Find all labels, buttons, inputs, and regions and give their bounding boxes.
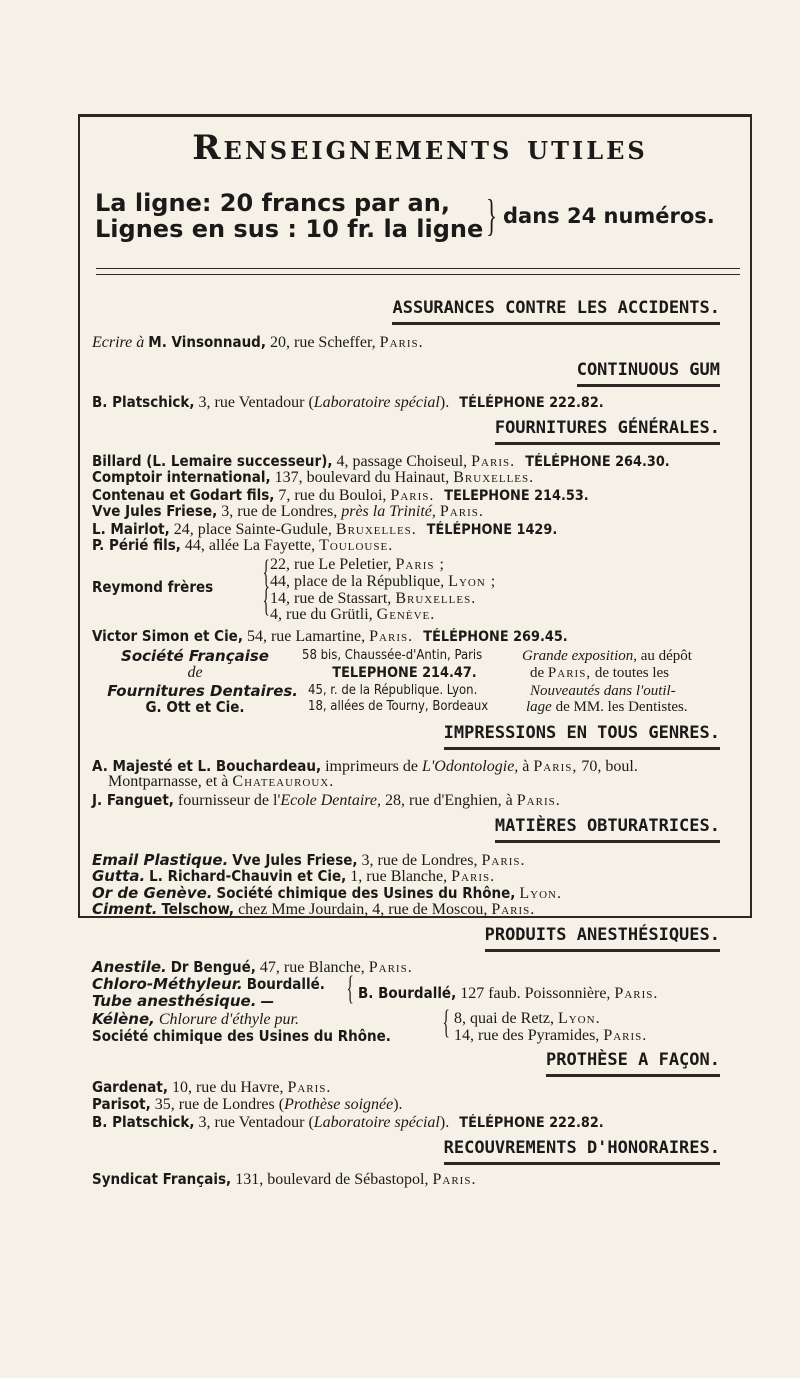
sf-right-4: lage de MM. les Dentistes. (526, 699, 688, 715)
sf-mid-4: 18, allées de Tourny, Bordeaux (308, 699, 489, 714)
sf-left-1: Société Française (121, 647, 269, 665)
heading-matieres: MATIÈRES OBTURATRICES. (495, 816, 720, 843)
price-block (95, 190, 745, 246)
brace-icon: { (346, 970, 354, 1007)
assurances-line: Ecrire à M. Vinsonnaud, 20, rue Scheffer, Paris. (92, 333, 424, 351)
brace-icon: { (442, 1004, 450, 1041)
reymond-addr-2: 44, place de la République, Lyon ; (270, 573, 497, 590)
continuous-line: B. Platschick, 3, rue Ventadour (Laboratoire spécial). TÉLÉPHONE 222.82. (92, 393, 604, 411)
fournitures-row-6: P. Périé fils, 44, allée La Fayette, Toulouse. (92, 536, 394, 554)
sf-right-2: de Paris, de toutes les (530, 665, 669, 681)
sf-left-4: G. Ott et Cie. (145, 698, 245, 716)
prothese-line-1: Gardenat, 10, rue du Havre, Paris. (92, 1078, 332, 1096)
impressions-line-3: J. Fanguet, fournisseur de l'Ecole Dentaire, 28, rue d'Enghien, à Paris. (92, 791, 561, 809)
matieres-line-3: Or de Genève. Société chimique des Usines du Rhône, Lyon. (92, 884, 562, 902)
fournitures-row-5: L. Mairlot, 24, place Sainte-Gudule, Bruxelles. TÉLÉPHONE 1429. (92, 520, 558, 538)
sf-left-2: de (187, 664, 203, 681)
heading-impressions: IMPRESSIONS EN TOUS GENRES. (444, 723, 720, 750)
anesthesiques-line-1: Anestile. Dr Bengué, 47, rue Blanche, Paris. (92, 958, 413, 976)
anesthesiques-line-4: Kélène, Chlorure d'éthyle pur. (92, 1010, 299, 1028)
brace-icon: { (262, 582, 270, 619)
reymond-addr-4: 4, rue du Grütli, Genève. (270, 606, 436, 623)
reymond-name: Reymond frères (92, 578, 214, 596)
heading-prothese: PROTHÈSE A FAÇON. (546, 1050, 720, 1077)
prothese-line-3: B. Platschick, 3, rue Ventadour (Laboratoire spécial). TÉLÉPHONE 222.82. (92, 1113, 604, 1131)
sf-mid-1: 58 bis, Chaussée-d'Antin, Paris (302, 648, 483, 663)
fournitures-row-1: Billard (L. Lemaire successeur), 4, passage Choiseul, Paris. TÉLÉPHONE 264.30. (92, 452, 670, 470)
price-line-1: La ligne: 20 francs par an, (95, 189, 450, 217)
page-title: Renseignements utiles (192, 128, 648, 168)
price-right: dans 24 numéros. (503, 204, 715, 228)
matieres-line-2: Gutta. L. Richard-Chauvin et Cie, 1, rue Blanche, Paris. (92, 867, 496, 885)
top-rule (78, 114, 752, 117)
impressions-line-1: A. Majesté et L. Bouchardeau, imprimeurs de L'Odontologie, à Paris, 70, boul. (92, 757, 638, 775)
fournitures-row-7: Victor Simon et Cie, 54, rue Lamartine, Paris. TÉLÉPHONE 269.45. (92, 627, 568, 645)
fournitures-row-4: Vve Jules Friese, 3, rue de Londres, près la Trinité, Paris. (92, 502, 484, 520)
fournitures-row-3: Contenau et Godart fils, 7, rue du Bouloi, Paris. TELEPHONE 214.53. (92, 486, 590, 504)
impressions-line-2: Montparnasse, et à Chateauroux. (108, 773, 335, 790)
sf-left-3: Fournitures Dentaires. (107, 682, 298, 700)
brace-icon: { (262, 554, 270, 591)
heading-anesthesiques: PRODUITS ANESTHÉSIQUES. (485, 925, 720, 952)
sf-right-3: Nouveautés dans l'outil- (530, 683, 676, 699)
anesthesiques-line-5: Société chimique des Usines du Rhône. (92, 1027, 391, 1045)
double-rule (96, 268, 740, 275)
recouvrements-line-1: Syndicat Français, 131, boulevard de Sébastopol, Paris. (92, 1170, 477, 1188)
sf-mid-3: 45, r. de la République. Lyon. (308, 683, 478, 698)
matieres-line-1: Email Plastique. Vve Jules Friese, 3, rue de Londres, Paris. (92, 851, 526, 869)
prothese-line-2: Parisot, 35, rue de Londres (Prothèse soignée). (92, 1095, 403, 1113)
anesthesiques-right-1: 8, quai de Retz, Lyon. (454, 1010, 601, 1027)
anesthesiques-line-3: Tube anesthésique. — (92, 992, 274, 1010)
anesthesiques-bourdalle: B. Bourdallé, 127 faub. Poissonnière, Paris. (358, 984, 659, 1002)
sf-mid-2: TELEPHONE 214.47. (332, 665, 477, 681)
heading-recouvrements: RECOUVREMENTS D'HONORAIRES. (444, 1138, 720, 1165)
heading-fournitures: FOURNITURES GÉNÉRALES. (495, 418, 720, 445)
anesthesiques-line-2: Chloro-Méthyleur. Bourdallé. (92, 975, 325, 993)
reymond-addr-3: 14, rue de Stassart, Bruxelles. (270, 590, 477, 607)
brace-icon: } (486, 191, 497, 240)
price-line-2: Lignes en sus : 10 fr. la ligne (95, 215, 484, 243)
price-lines (95, 190, 483, 242)
fournitures-row-2: Comptoir international, 137, boulevard du Hainaut, Bruxelles. (92, 468, 535, 486)
heading-continuous-gum: CONTINUOUS GUM (577, 360, 720, 387)
anesthesiques-right-2: 14, rue des Pyramides, Paris. (454, 1027, 648, 1044)
heading-assurances: ASSURANCES CONTRE LES ACCIDENTS. (392, 298, 720, 325)
matieres-line-4: Ciment. Telschow, chez Mme Jourdain, 4, rue de Moscou, Paris. (92, 900, 536, 918)
sf-right-1: Grande exposition, au dépôt (522, 648, 692, 664)
reymond-addr-1: 22, rue Le Peletier, Paris ; (270, 556, 445, 573)
